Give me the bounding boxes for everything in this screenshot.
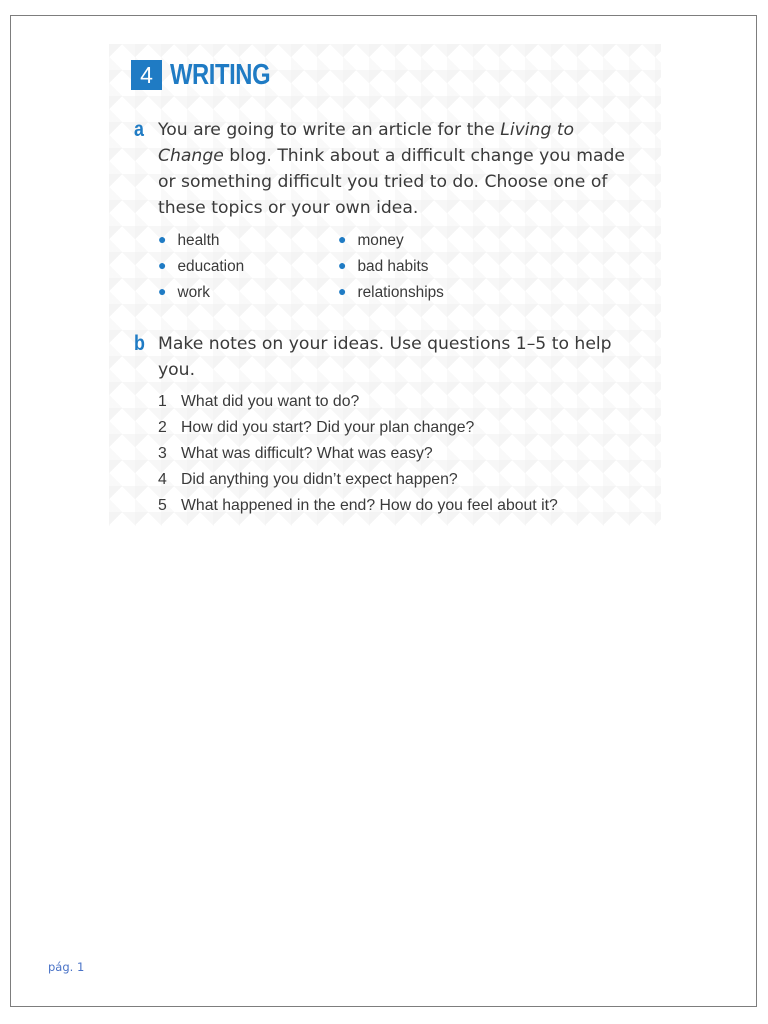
section-b-instructions: Make notes on your ideas. Use questions 1–5 to help you. [158,334,612,380]
question-text: What did you want to do? [181,393,360,410]
topic-item [158,279,210,306]
question-item [158,467,639,493]
page-number: pág. 1 [48,960,85,974]
topic-label: money [357,232,404,249]
question-item [158,415,639,441]
section-a-letter: a [134,118,144,141]
section-a [129,117,639,307]
topic-item [338,279,444,306]
heading-title: WRITING [170,59,271,91]
question-item [158,389,639,415]
question-item [158,441,639,467]
topic-item [158,227,219,254]
bullet-icon: ● [338,283,347,299]
question-text: How did you start? Did your plan change? [181,419,475,436]
question-list [158,389,639,519]
heading-number-badge: 4 [131,60,162,90]
topic-label: relationships [357,284,444,301]
question-item [158,493,639,519]
topic-item [338,227,404,254]
bullet-icon: ● [338,257,347,273]
topic-label: health [177,232,220,249]
topic-item [158,253,244,280]
instructions-text-start: You are going to write an article for the [158,120,501,140]
blog-name: Living to Change [158,120,575,166]
section-a-instructions [158,117,639,221]
instructions-text-end: blog. Think about a difficult change you made or something difficult you tried to do. Choose one of these topics or your own idea. [158,146,625,218]
section-heading [131,60,292,90]
question-text: What was difficult? What was easy? [181,445,433,462]
bullet-icon: ● [158,231,167,247]
question-number: 2 [158,419,167,436]
exercise-panel [109,44,661,526]
document-page [10,15,757,1007]
question-number: 3 [158,445,167,462]
bullet-icon: ● [158,283,167,299]
bullet-icon: ● [338,231,347,247]
section-b-letter: b [134,332,145,355]
topic-item [338,253,429,280]
question-number: 4 [158,471,167,488]
question-text: Did anything you didn’t expect happen? [181,471,458,488]
question-text: What happened in the end? How do you feel about it? [181,497,558,514]
question-number: 5 [158,497,167,514]
section-b [129,331,639,519]
topic-label: bad habits [357,258,429,275]
bullet-icon: ● [158,257,167,273]
question-number: 1 [158,393,167,410]
topic-list [158,227,639,307]
topic-label: work [177,284,210,301]
topic-label: education [177,258,245,275]
